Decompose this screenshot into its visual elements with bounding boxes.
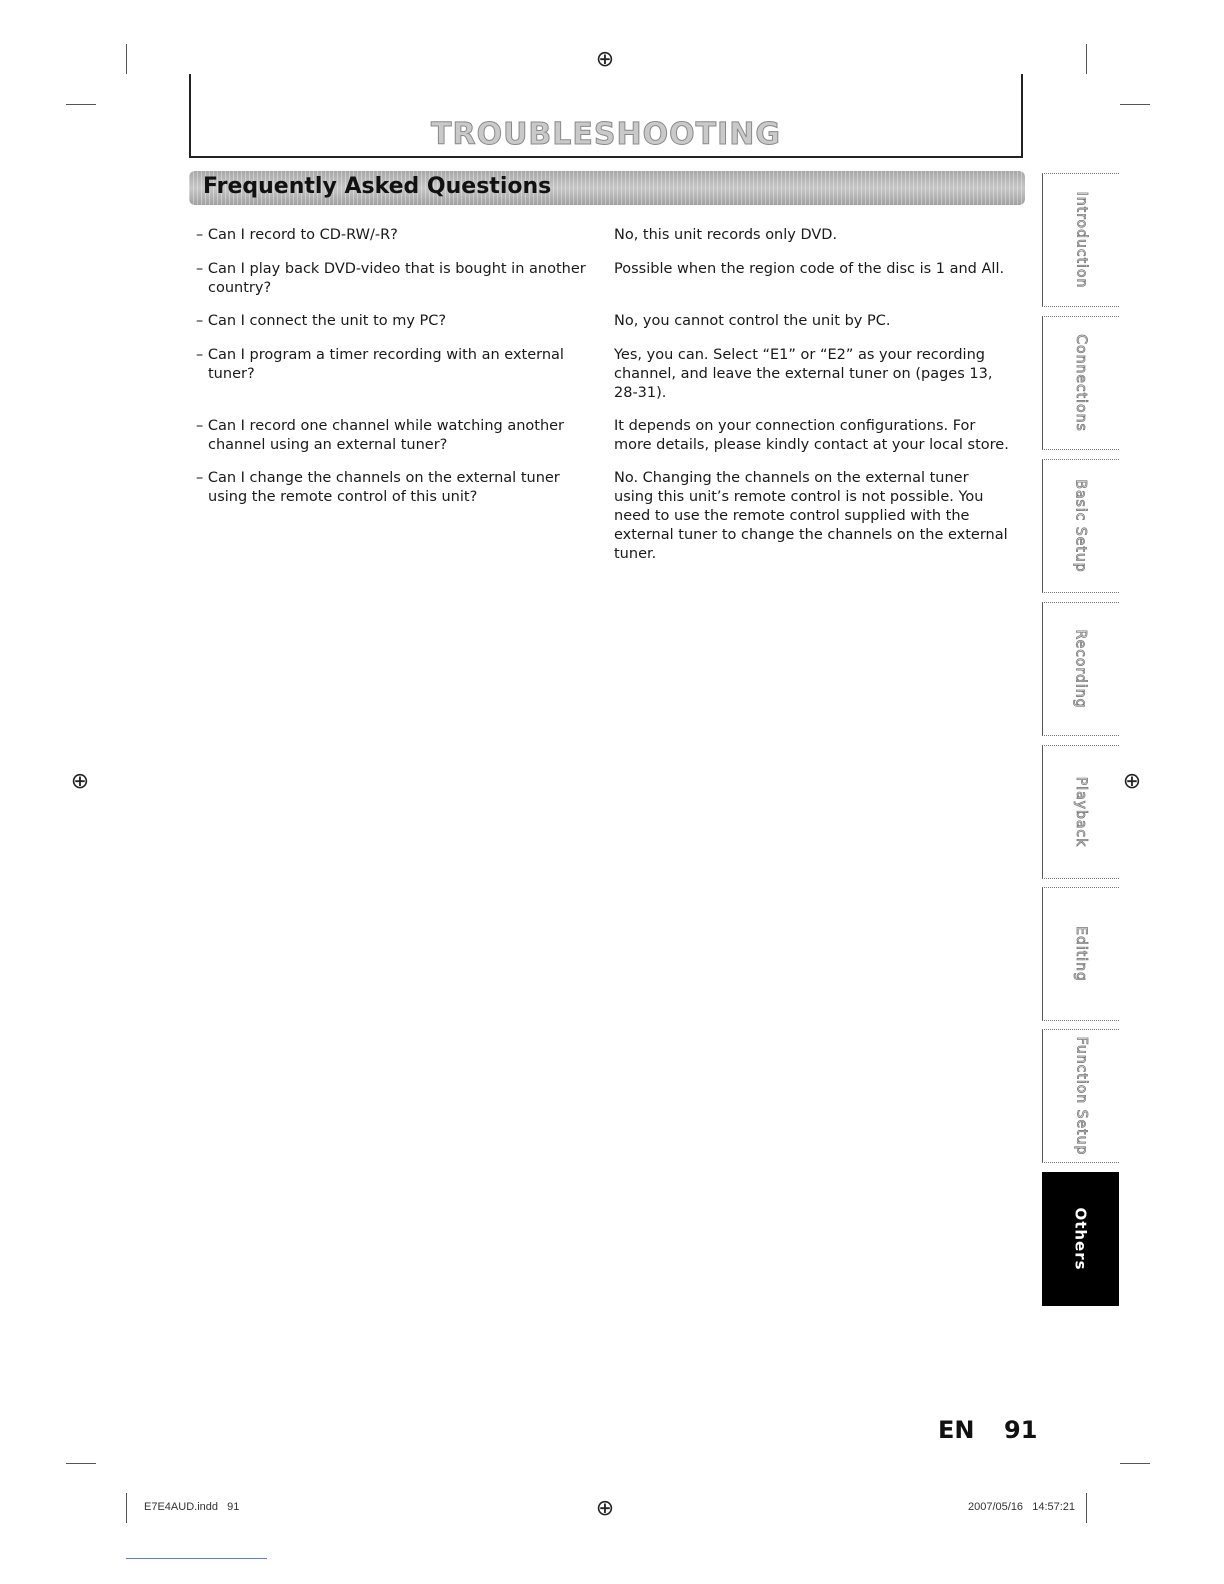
page-lang: EN xyxy=(938,1416,975,1444)
registration-mark-icon: ⊕ xyxy=(595,1496,615,1521)
faq-question: – Can I program a timer recording with an external tuner? xyxy=(196,347,564,382)
tab-playback[interactable] xyxy=(1042,745,1119,879)
crop-mark xyxy=(66,104,96,105)
registration-mark-icon: ⊕ xyxy=(70,769,90,794)
tab-introduction[interactable] xyxy=(1042,173,1119,307)
title-box xyxy=(189,74,1023,158)
tab-label: Basic Setup xyxy=(1073,479,1090,573)
file-name: E7E4AUD.indd 91 xyxy=(144,1501,240,1513)
tab-connections[interactable] xyxy=(1042,316,1119,450)
page-title: TROUBLESHOOTING xyxy=(431,117,781,152)
tab-label: Function Setup xyxy=(1073,1036,1089,1156)
tab-label: Editing xyxy=(1072,926,1089,982)
registration-mark-icon: ⊕ xyxy=(595,47,615,72)
tab-label: Recording xyxy=(1073,629,1089,709)
tab-function-setup[interactable] xyxy=(1042,1029,1119,1163)
registration-mark-icon: ⊕ xyxy=(1122,769,1142,794)
tab-label: Introduction xyxy=(1073,191,1089,289)
tab-others[interactable] xyxy=(1042,1172,1119,1306)
tab-label: Others xyxy=(1071,1207,1090,1271)
tab-label: Playback xyxy=(1073,776,1089,848)
faq-question: – Can I play back DVD-video that is bought in another country? xyxy=(196,261,586,296)
faq-answer: No, this unit records only DVD. xyxy=(614,227,838,243)
crop-mark xyxy=(1120,104,1150,105)
faq-answer: No, you cannot control the unit by PC. xyxy=(614,313,891,329)
faq-question: – Can I change the channels on the external tuner using the remote control of this unit? xyxy=(196,470,560,505)
tab-recording[interactable] xyxy=(1042,602,1119,736)
print-timestamp: 2007/05/16 14:57:21 xyxy=(968,1501,1076,1513)
faq-answer: No. Changing the channels on the external tuner using this unit’s remote control is not possible. You need to use the remote control supplied with the external tuner to change the channels on the external tuner. xyxy=(614,470,1008,562)
section-banner xyxy=(189,171,1025,205)
crop-mark xyxy=(1086,1493,1087,1523)
tab-label: Connections xyxy=(1073,334,1090,432)
faq-answer: It depends on your connection configurations. For more details, please kindly contact at your local store. xyxy=(614,418,1009,453)
tab-editing[interactable] xyxy=(1042,887,1119,1021)
divider xyxy=(126,1558,267,1559)
faq-question: – Can I record to CD-RW/-R? xyxy=(196,227,398,243)
crop-mark xyxy=(126,44,127,74)
crop-mark xyxy=(126,1493,127,1523)
page-number: 91 xyxy=(1004,1416,1038,1444)
faq-answer: Yes, you can. Select “E1” or “E2” as your recording channel, and leave the external tuner on (pages 13, 28-31). xyxy=(614,347,993,401)
crop-mark xyxy=(1120,1463,1150,1464)
faq-question: – Can I record one channel while watching another channel using an external tuner? xyxy=(196,418,565,453)
tab-basic-setup[interactable] xyxy=(1042,459,1119,593)
faq-answer: Possible when the region code of the disc is 1 and All. xyxy=(614,261,1005,277)
crop-mark xyxy=(66,1463,96,1464)
crop-mark xyxy=(1086,44,1087,74)
section-title: Frequently Asked Questions xyxy=(203,174,552,199)
faq-question: – Can I connect the unit to my PC? xyxy=(196,313,447,329)
